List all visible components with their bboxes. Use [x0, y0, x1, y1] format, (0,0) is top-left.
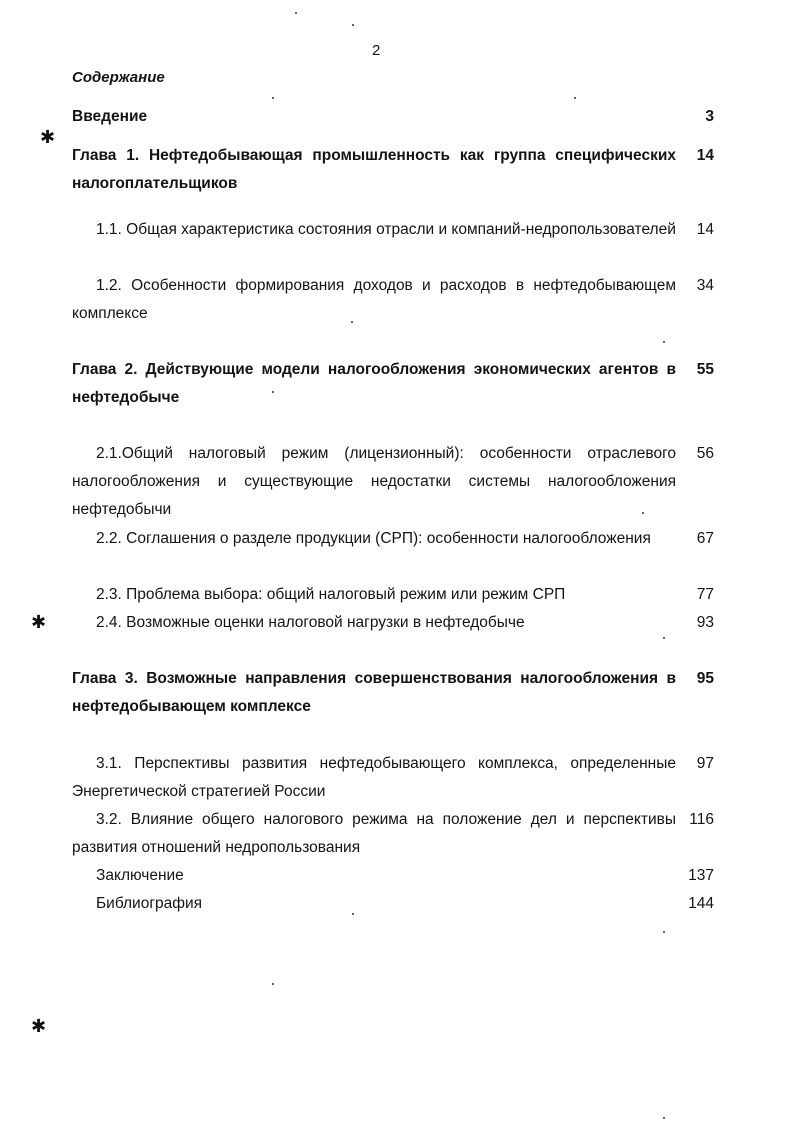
scan-dot: [574, 97, 576, 99]
scan-mark-2: ✱: [31, 612, 47, 632]
toc-page-section-3-1: 97: [696, 755, 714, 772]
toc-page-chapter-2: 55: [696, 361, 714, 378]
toc-entry-section-1-2: 1.2. Особенности формирования доходов и расходов в нефтедобывающем комплексе: [72, 277, 676, 322]
page-number: 2: [372, 42, 381, 59]
scan-dot: [272, 391, 274, 393]
scan-dot: [352, 24, 354, 26]
toc-title: Содержание: [72, 69, 165, 86]
toc-entry-section-2-4: 2.4. Возможные оценки налоговой нагрузки в нефтедобыче: [96, 614, 525, 631]
toc-page-section-2-4: 93: [696, 614, 714, 631]
scan-mark-3: ✱: [31, 1016, 47, 1036]
toc-entry-section-3-2: 3.2. Влияние общего налогового режима на положение дел и перспективы развития отношений недропользования: [72, 811, 676, 856]
scan-mark-1: ✱: [40, 127, 56, 147]
toc-page-section-2-3: 77: [696, 586, 714, 603]
toc-page-conclusion: 137: [688, 867, 714, 884]
toc-entry-section-3-1: 3.1. Перспективы развития нефтедобывающего комплекса, определенные Энергетической стратегией России: [72, 755, 676, 800]
toc-entry-bibliography: Библиография: [96, 895, 203, 912]
toc-page-section-3-2: 116: [689, 811, 714, 828]
toc-page-section-2-2: 67: [696, 530, 714, 547]
scan-dot: [663, 931, 665, 933]
toc-entry-section-2-3: 2.3. Проблема выбора: общий налоговый режим или режим СРП: [96, 586, 566, 603]
scan-dot: [642, 512, 644, 514]
scan-dot: [352, 913, 354, 915]
toc-page-chapter-1: 14: [696, 147, 714, 164]
toc-page-chapter-3: 95: [696, 670, 714, 687]
scan-dot: [295, 12, 297, 14]
toc-entry-chapter-3: Глава 3. Возможные направления совершенствования налогообложения в нефтедобывающем комплексе: [72, 670, 676, 715]
scan-dot: [272, 983, 274, 985]
toc-entry-chapter-2: Глава 2. Действующие модели налогообложения экономических агентов в нефтедобыче: [72, 361, 676, 406]
toc-entry-chapter-1: Глава 1. Нефтедобывающая промышленность как группа специфических налогоплательщиков: [72, 147, 676, 192]
scan-dot: [663, 1117, 665, 1119]
scan-dot: [663, 341, 665, 343]
toc-entry-section-2-1: 2.1.Общий налоговый режим (лицензионный): особенности отраслевого налогообложения и существующие недостатки системы налогообложения нефтедобычи: [72, 445, 676, 518]
scan-dot: [272, 97, 274, 99]
scan-dot: [663, 637, 665, 639]
toc-page-introduction: 3: [705, 108, 714, 125]
toc-entry-section-1-1: 1.1. Общая характеристика состояния отрасли и компаний-недропользователей: [96, 221, 676, 238]
toc-page-bibliography: 144: [688, 895, 714, 912]
toc-page-section-1-1: 14: [696, 221, 714, 238]
toc-page-section-1-2: 34: [696, 277, 714, 294]
toc-entry-section-2-2: 2.2. Соглашения о разделе продукции (СРП): особенности налогообложения: [96, 530, 651, 547]
toc-entry-conclusion: Заключение: [96, 867, 184, 884]
toc-entry-introduction: Введение: [72, 108, 148, 125]
toc-page-section-2-1: 56: [696, 445, 714, 462]
scan-dot: [351, 321, 353, 323]
